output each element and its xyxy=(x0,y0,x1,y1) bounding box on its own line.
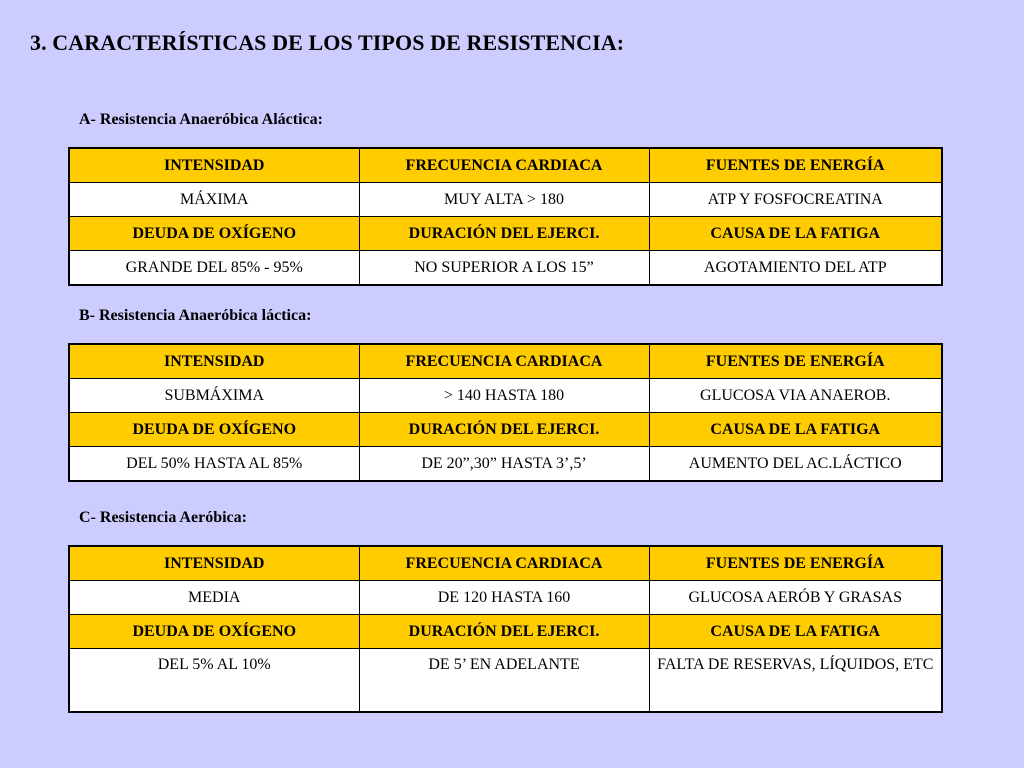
value-intensidad: SUBMÁXIMA xyxy=(69,379,359,413)
value-intensidad: MEDIA xyxy=(69,581,359,615)
table-anaerobic-alactic xyxy=(68,147,943,286)
value-duracion-ejercicio: DE 5’ EN ADELANTE xyxy=(359,649,649,713)
header-intensidad: INTENSIDAD xyxy=(69,546,359,581)
value-deuda-oxigeno: GRANDE DEL 85% - 95% xyxy=(69,251,359,286)
header-deuda-oxigeno: DEUDA DE OXÍGENO xyxy=(69,217,359,251)
header-frecuencia-cardiaca: FRECUENCIA CARDIACA xyxy=(359,148,649,183)
section-heading-c: C- Resistencia Aeróbica: xyxy=(79,509,247,526)
value-intensidad: MÁXIMA xyxy=(69,183,359,217)
header-frecuencia-cardiaca: FRECUENCIA CARDIACA xyxy=(359,546,649,581)
value-frecuencia-cardiaca: DE 120 HASTA 160 xyxy=(359,581,649,615)
header-duracion-ejercicio: DURACIÓN DEL EJERCI. xyxy=(359,615,649,649)
header-fuentes-energia: FUENTES DE ENERGÍA xyxy=(649,148,942,183)
value-duracion-ejercicio: DE 20”,30” HASTA 3’,5’ xyxy=(359,447,649,482)
value-deuda-oxigeno: DEL 5% AL 10% xyxy=(69,649,359,713)
table-row-header xyxy=(69,148,942,183)
header-causa-fatiga: CAUSA DE LA FATIGA xyxy=(649,217,942,251)
section-heading-a: A- Resistencia Anaeróbica Aláctica: xyxy=(79,111,323,128)
header-duracion-ejercicio: DURACIÓN DEL EJERCI. xyxy=(359,217,649,251)
table-row-header xyxy=(69,546,942,581)
table-row-values xyxy=(69,649,942,713)
table-row-values xyxy=(69,183,942,217)
header-intensidad: INTENSIDAD xyxy=(69,148,359,183)
header-fuentes-energia: FUENTES DE ENERGÍA xyxy=(649,344,942,379)
section-heading-b: B- Resistencia Anaeróbica láctica: xyxy=(79,307,312,324)
header-deuda-oxigeno: DEUDA DE OXÍGENO xyxy=(69,413,359,447)
header-fuentes-energia: FUENTES DE ENERGÍA xyxy=(649,546,942,581)
value-fuentes-energia: ATP Y FOSFOCREATINA xyxy=(649,183,942,217)
value-fuentes-energia: GLUCOSA VIA ANAEROB. xyxy=(649,379,942,413)
value-causa-fatiga: AGOTAMIENTO DEL ATP xyxy=(649,251,942,286)
table-aerobic xyxy=(68,545,943,713)
value-deuda-oxigeno: DEL 50% HASTA AL 85% xyxy=(69,447,359,482)
table-row-values xyxy=(69,379,942,413)
table-row-header xyxy=(69,344,942,379)
slide-title: 3. CARACTERÍSTICAS DE LOS TIPOS DE RESISTENCIA: xyxy=(30,30,625,55)
header-duracion-ejercicio: DURACIÓN DEL EJERCI. xyxy=(359,413,649,447)
table-row-values xyxy=(69,447,942,482)
header-causa-fatiga: CAUSA DE LA FATIGA xyxy=(649,413,942,447)
value-fuentes-energia: GLUCOSA AERÓB Y GRASAS xyxy=(649,581,942,615)
header-frecuencia-cardiaca: FRECUENCIA CARDIACA xyxy=(359,344,649,379)
header-deuda-oxigeno: DEUDA DE OXÍGENO xyxy=(69,615,359,649)
table-row-header xyxy=(69,217,942,251)
header-causa-fatiga: CAUSA DE LA FATIGA xyxy=(649,615,942,649)
value-causa-fatiga: FALTA DE RESERVAS, LÍQUIDOS, ETC xyxy=(649,649,942,713)
table-row-values xyxy=(69,581,942,615)
header-intensidad: INTENSIDAD xyxy=(69,344,359,379)
value-duracion-ejercicio: NO SUPERIOR A LOS 15” xyxy=(359,251,649,286)
table-anaerobic-lactic xyxy=(68,343,943,482)
table-row-values xyxy=(69,251,942,286)
value-causa-fatiga: AUMENTO DEL AC.LÁCTICO xyxy=(649,447,942,482)
value-frecuencia-cardiaca: > 140 HASTA 180 xyxy=(359,379,649,413)
table-row-header xyxy=(69,615,942,649)
value-frecuencia-cardiaca: MUY ALTA > 180 xyxy=(359,183,649,217)
table-row-header xyxy=(69,413,942,447)
